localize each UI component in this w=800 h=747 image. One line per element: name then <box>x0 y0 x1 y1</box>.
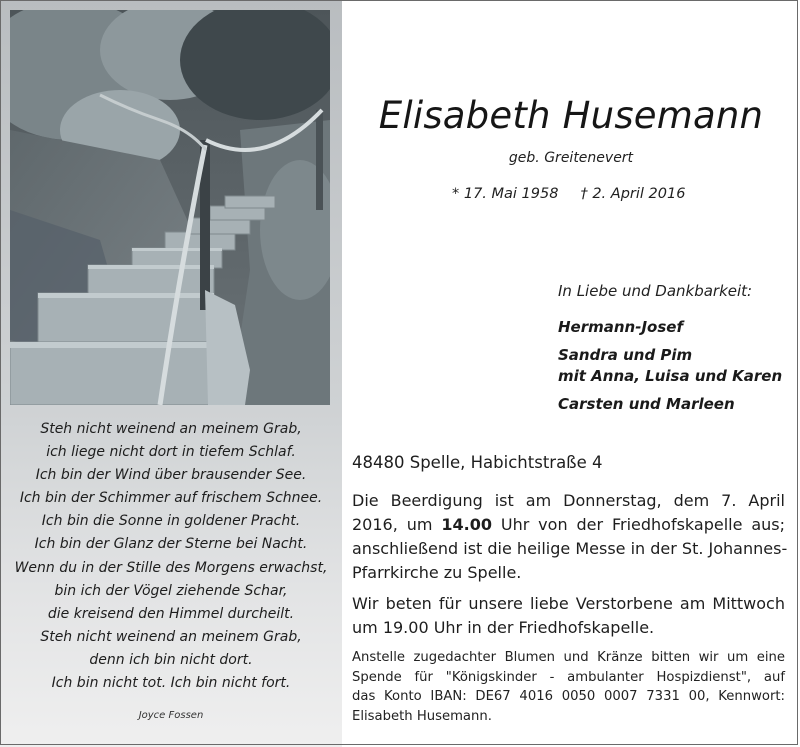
donation-line: Anstelle zugedachter Blumen und Kränze bitten wir um eine <box>352 650 785 665</box>
funeral-line: anschließend ist die heilige Messe in der St. Johannes- <box>352 539 788 558</box>
birth-date: * 17. Mai 1958 <box>452 186 559 202</box>
poem-author: Joyce Fossen <box>138 710 204 721</box>
maiden-name: geb. Greitenevert <box>508 150 634 166</box>
donation-line: Elisabeth Husemann. <box>352 708 492 724</box>
mourner-name: Carsten und Marleen <box>558 395 735 413</box>
death-date: † 2. April 2016 <box>580 186 686 202</box>
poem-line: denn ich bin nicht dort. <box>89 651 253 668</box>
funeral-location: Uhr von der Friedhofskapelle aus; <box>500 515 786 534</box>
poem-line: Ich bin die Sonne in goldener Pracht. <box>41 513 301 530</box>
mourner-name: Hermann-Josef <box>558 318 683 336</box>
mourner-name: Sandra und Pim <box>558 346 693 364</box>
address: 48480 Spelle, Habichtstraße 4 <box>352 453 603 472</box>
poem-line: Wenn du in der Stille des Morgens erwachst, <box>14 559 328 576</box>
poem-line: Ich bin der Glanz der Sterne bei Nacht. <box>34 536 308 553</box>
poem-line: ich liege nicht dort in tiefem Schlaf. <box>46 444 296 461</box>
mourner-name: mit Anna, Luisa und Karen <box>558 367 783 385</box>
mass-line: Wir beten für unsere liebe Verstorbene am Mittwoch <box>352 594 785 613</box>
mass-line: um 19.00 Uhr in der Friedhofskapelle. <box>352 618 655 637</box>
poem-line: Steh nicht weinend an meinem Grab, <box>40 421 302 437</box>
funeral-time: 14.00 <box>441 515 492 534</box>
donation-line: das Konto IBAN: DE67 4016 0050 0007 7331 00, Kennwort: <box>352 689 785 704</box>
poem-line: Ich bin der Wind über brausender See. <box>35 467 307 484</box>
poem-line: bin ich der Vögel ziehende Schar, <box>54 582 288 599</box>
donation-line: Spende für "Königskinder - ambulanter Hospizdienst", auf <box>352 669 785 685</box>
funeral-date-year: 2016, um <box>352 515 433 534</box>
poem-line: Steh nicht weinend an meinem Grab, <box>40 628 302 645</box>
poem-line: die kreisend den Himmel durcheilt. <box>47 605 295 622</box>
poem-line: Ich bin der Schimmer auf frischem Schnee. <box>19 490 323 507</box>
mourners-intro: In Liebe und Dankbarkeit: <box>558 282 753 300</box>
deceased-name: Elisabeth Husemann <box>378 94 764 137</box>
funeral-line: Pfarrkirche zu Spelle. <box>352 563 522 582</box>
funeral-line: Die Beerdigung ist am Donnerstag, dem 7. April <box>352 491 785 510</box>
poem-line: Ich bin nicht tot. Ich bin nicht fort. <box>51 675 291 692</box>
